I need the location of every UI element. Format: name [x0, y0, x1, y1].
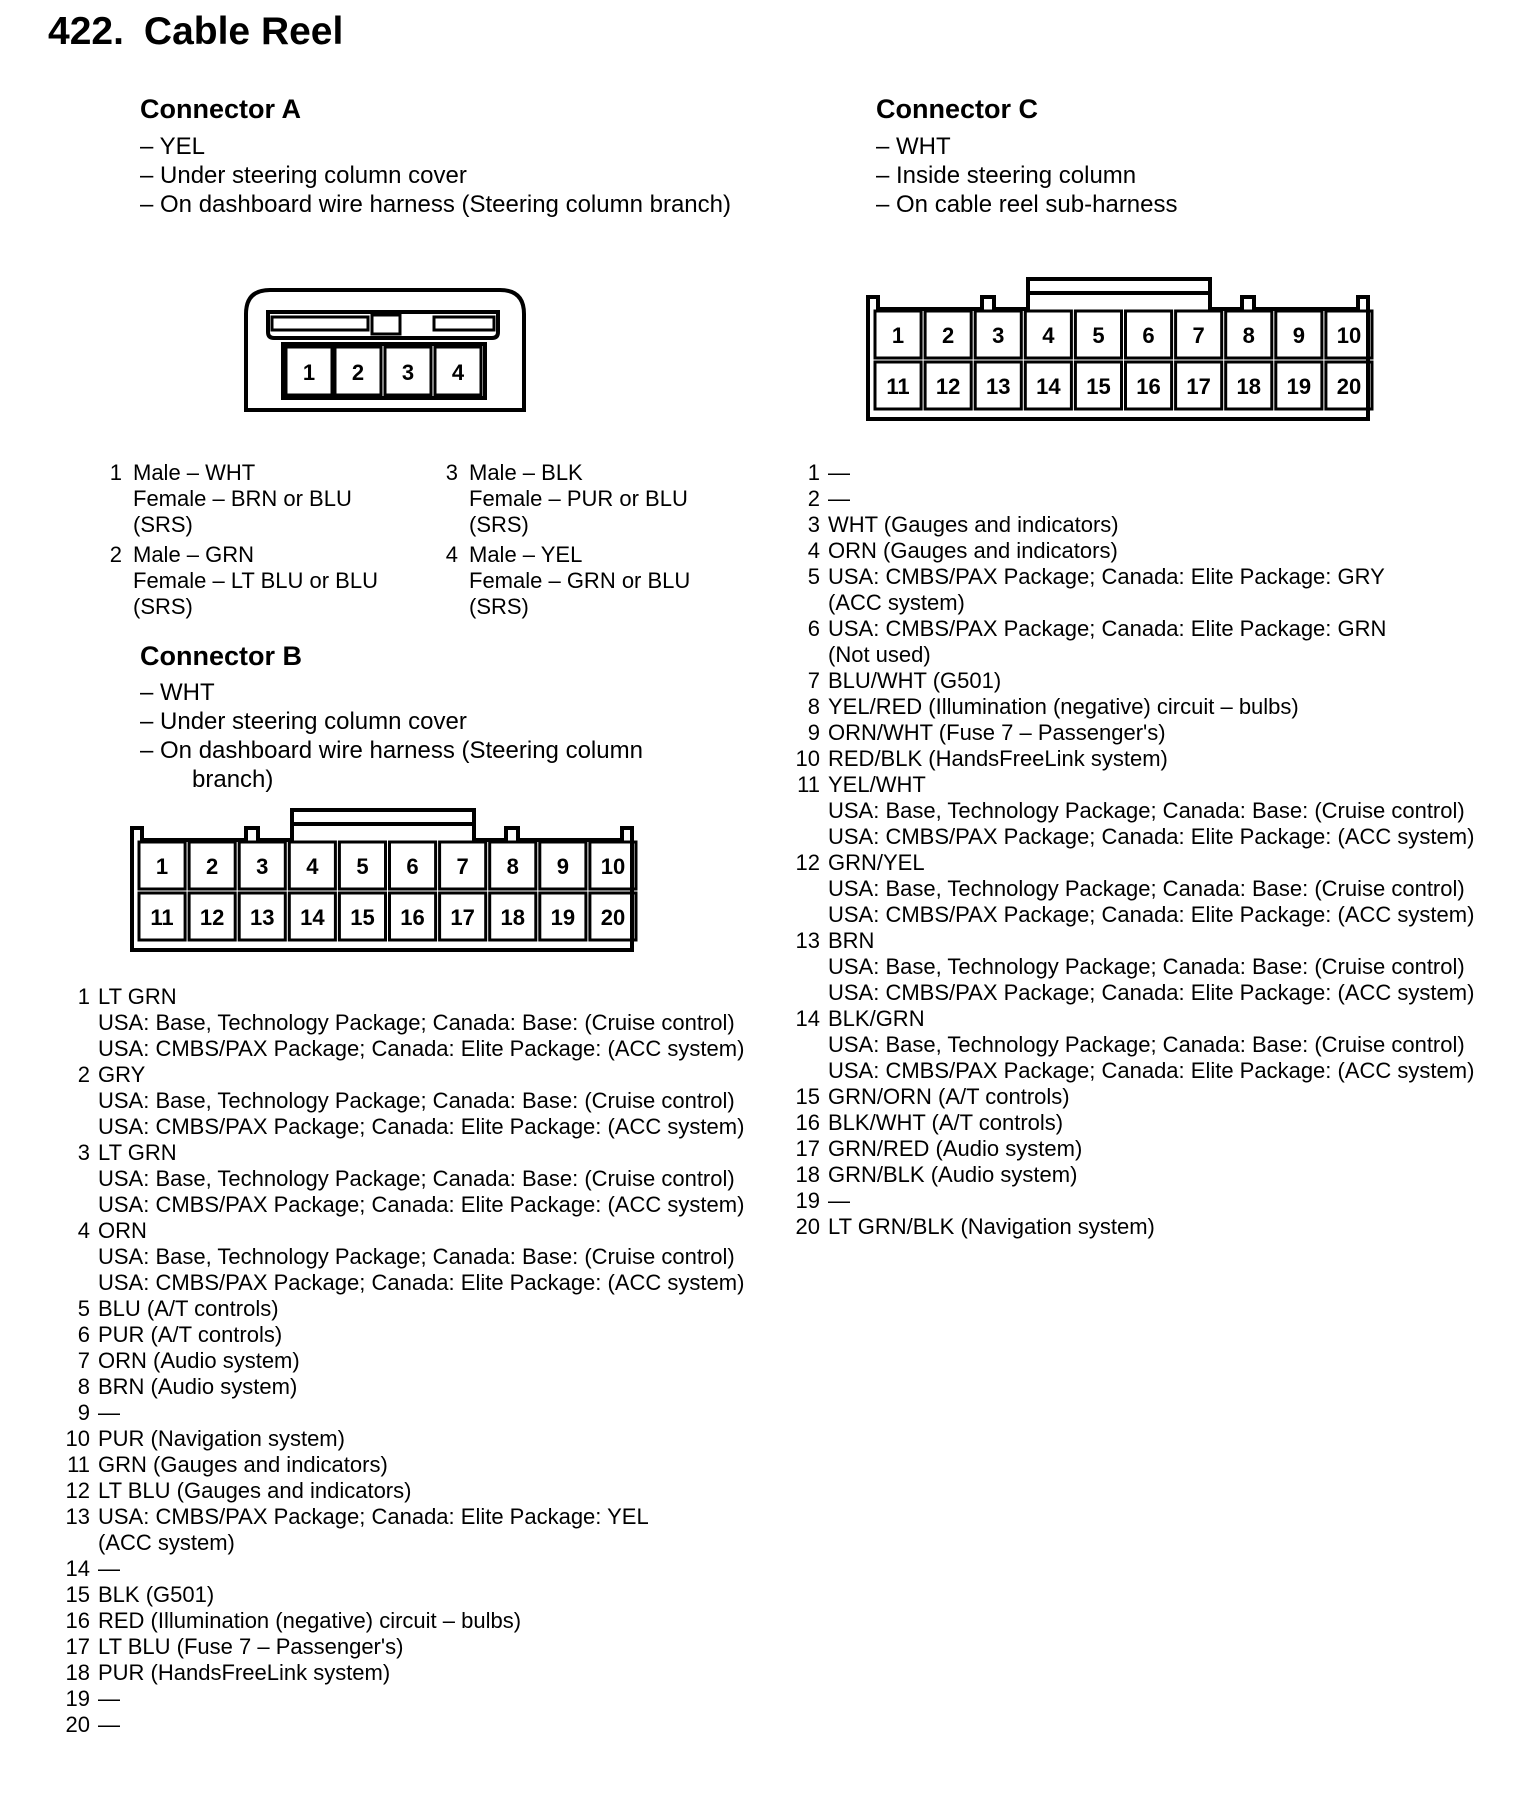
pin-number: 5 — [77, 1296, 90, 1321]
connector-b-cell — [339, 842, 385, 889]
pin-line: RED/BLK (HandsFreeLink system) — [828, 746, 1168, 771]
connector-a-lock-left — [272, 317, 368, 330]
pin-number: 8 — [77, 1374, 90, 1399]
connector-b-cell — [590, 842, 636, 889]
connector-c-cell — [1075, 362, 1121, 409]
pin-line: BLU (A/T controls) — [98, 1296, 279, 1321]
connector-a-cell — [335, 347, 381, 395]
list-item — [786, 1084, 1516, 1110]
list-item — [56, 1504, 756, 1556]
pin-line: BLK/WHT (A/T controls) — [828, 1110, 1064, 1135]
connector-c-desc-line: – WHT — [876, 133, 951, 160]
connector-c-cell — [1226, 362, 1272, 409]
pin-number: 5 — [807, 564, 820, 589]
pin-number: 9 — [807, 720, 820, 745]
list-item — [100, 542, 430, 620]
pin-line: USA: Base, Technology Package; Canada: Base: (Cruise control) — [98, 1088, 735, 1113]
connector-c-pin-label: 5 — [1092, 323, 1105, 348]
connector-b-description — [140, 678, 643, 794]
connector-b-pin-label: 19 — [550, 905, 576, 930]
pin-line: WHT (Gauges and indicators) — [828, 512, 1119, 537]
connector-c-pin-label: 19 — [1286, 374, 1312, 399]
list-item — [786, 928, 1516, 1006]
pin-line: USA: CMBS/PAX Package; Canada: Elite Package: (ACC system) — [828, 980, 1475, 1005]
list-item — [56, 1556, 756, 1582]
connector-b-pin-label: 18 — [500, 905, 525, 930]
pin-number: 6 — [807, 616, 820, 641]
pin-line: USA: Base, Technology Package; Canada: Base: (Cruise control) — [98, 1010, 735, 1035]
pin-line: ORN (Gauges and indicators) — [828, 538, 1118, 563]
pin-line: (ACC system) — [98, 1530, 235, 1555]
pin-number: 14 — [795, 1006, 820, 1031]
pin-line: USA: Base, Technology Package; Canada: Base: (Cruise control) — [98, 1166, 735, 1191]
connector-b-cell — [590, 893, 636, 940]
connector-b-pin-label: 4 — [306, 854, 319, 879]
connector-b-pin-label: 9 — [556, 854, 569, 879]
page-number: 422. — [48, 10, 124, 53]
list-item — [786, 850, 1516, 928]
list-item — [56, 1712, 756, 1738]
pin-line: USA: CMBS/PAX Package; Canada: Elite Package: (ACC system) — [828, 902, 1475, 927]
pin-line: — — [98, 1400, 120, 1425]
pin-number: 20 — [65, 1712, 90, 1737]
connector-c-pin-label: 17 — [1186, 374, 1211, 399]
pin-number: 19 — [795, 1188, 820, 1213]
pin-line: Male – GRN — [133, 542, 255, 567]
pin-line: Female – PUR or BLU — [469, 486, 688, 511]
list-item — [436, 460, 766, 538]
connector-b-pin-label: 8 — [506, 854, 519, 879]
list-item — [56, 984, 756, 1062]
pin-line: LT GRN/BLK (Navigation system) — [828, 1214, 1155, 1239]
connector-b-diagram — [128, 804, 648, 954]
connector-b-cell — [390, 893, 436, 940]
connector-a-pin-label: 2 — [351, 360, 365, 385]
pin-number: 14 — [65, 1556, 90, 1581]
pin-line: BLK (G501) — [98, 1582, 215, 1607]
list-item — [56, 1608, 756, 1634]
connector-a-desc-line: – On dashboard wire harness (Steering column branch) — [140, 191, 731, 218]
pin-line: BRN (Audio system) — [98, 1374, 298, 1399]
connector-c-cell — [1276, 362, 1322, 409]
pin-line: USA: CMBS/PAX Package; Canada: Elite Package: (ACC system) — [98, 1114, 745, 1139]
connector-b-desc-line: branch) — [192, 766, 274, 793]
pin-number: 18 — [795, 1162, 820, 1187]
pin-line: USA: Base, Technology Package; Canada: Base: (Cruise control) — [828, 954, 1465, 979]
connector-c-cell — [975, 362, 1021, 409]
pin-line: — — [98, 1686, 120, 1711]
connector-c-pin-label: 8 — [1242, 323, 1255, 348]
connector-c-pin-list — [786, 460, 1516, 1240]
connector-b-pin-label: 15 — [350, 905, 375, 930]
connector-a-heading: Connector A — [140, 94, 301, 124]
connector-c-cell — [975, 311, 1021, 358]
connector-b-cell — [490, 842, 536, 889]
connector-c-pin-label: 20 — [1336, 374, 1362, 399]
connector-c-pin-label: 3 — [992, 323, 1005, 348]
list-item — [56, 1140, 756, 1218]
list-item — [100, 460, 430, 538]
list-item — [56, 1426, 756, 1452]
pin-line: USA: CMBS/PAX Package; Canada: Elite Package: GRY — [828, 564, 1385, 589]
list-item — [56, 1660, 756, 1686]
connector-b-pin-label: 17 — [450, 905, 475, 930]
connector-b-heading: Connector B — [140, 641, 302, 671]
connector-b-cell — [390, 842, 436, 889]
pin-line: USA: Base, Technology Package; Canada: Base: (Cruise control) — [98, 1244, 735, 1269]
pin-number: 17 — [65, 1634, 90, 1659]
pin-number: 2 — [109, 542, 122, 567]
pin-number: 11 — [797, 772, 820, 797]
connector-c-cell — [875, 311, 921, 358]
list-item — [786, 460, 1516, 486]
connector-b-cell — [139, 893, 185, 940]
connector-a-diagram — [238, 284, 532, 412]
connector-b-pin-label: 1 — [155, 854, 169, 879]
pin-number: 1 — [77, 984, 90, 1009]
connector-c-pin-label: 2 — [942, 323, 955, 348]
connector-c-pin-label: 6 — [1142, 323, 1155, 348]
connector-c-desc-line: – On cable reel sub-harness — [876, 191, 1178, 218]
pin-number: 1 — [807, 460, 820, 485]
pin-line: USA: Base, Technology Package; Canada: Base: (Cruise control) — [828, 1032, 1465, 1057]
pin-number: 13 — [795, 928, 820, 953]
page-title — [48, 10, 343, 54]
list-item — [786, 1188, 1516, 1214]
connector-c-cell — [1025, 362, 1071, 409]
connector-b-desc-line: – WHT — [140, 679, 215, 706]
connector-a-cell — [385, 347, 431, 395]
pin-line: ORN — [98, 1218, 147, 1243]
list-item — [56, 1478, 756, 1504]
list-item — [786, 720, 1516, 746]
connector-c-cell — [1326, 362, 1372, 409]
connector-b-cell — [339, 893, 385, 940]
pin-line: (ACC system) — [828, 590, 965, 615]
pin-line: GRN/YEL — [828, 850, 925, 875]
connector-c-cell — [1326, 311, 1372, 358]
pin-number: 3 — [77, 1140, 90, 1165]
connector-c-description — [876, 132, 1178, 219]
connector-a-lock-right — [434, 317, 494, 330]
pin-number: 4 — [77, 1218, 90, 1243]
pin-line: PUR (Navigation system) — [98, 1426, 345, 1451]
list-item — [786, 668, 1516, 694]
list-item — [786, 1136, 1516, 1162]
pin-line: — — [828, 460, 850, 485]
connector-b-cell — [540, 842, 586, 889]
connector-c-pin-label: 4 — [1042, 323, 1055, 348]
connector-c-pin-label: 18 — [1236, 374, 1261, 399]
connector-a-desc-line: – YEL — [140, 133, 205, 160]
connector-b-pin-label: 6 — [406, 854, 419, 879]
pin-line: — — [828, 486, 850, 511]
connector-b-cell — [139, 842, 185, 889]
connector-b-pin-list — [56, 984, 756, 1738]
list-item — [436, 542, 766, 620]
connector-b-pin-label: 2 — [206, 854, 219, 879]
pin-line: PUR (HandsFreeLink system) — [98, 1660, 391, 1685]
pin-line: (SRS) — [133, 512, 193, 537]
list-item — [786, 616, 1516, 668]
pin-line: ORN (Audio system) — [98, 1348, 300, 1373]
list-item — [56, 1322, 756, 1348]
connector-c-cell — [1176, 311, 1222, 358]
list-item — [786, 564, 1516, 616]
pin-line: LT BLU (Fuse 7 – Passenger's) — [98, 1634, 404, 1659]
list-item — [786, 746, 1516, 772]
pin-line: LT GRN — [98, 984, 177, 1009]
pin-number: 4 — [445, 542, 458, 567]
connector-c-heading: Connector C — [876, 94, 1038, 124]
connector-c-desc-line: – Inside steering column — [876, 162, 1137, 189]
pin-line: (SRS) — [133, 594, 193, 619]
pin-line: PUR (A/T controls) — [98, 1322, 283, 1347]
connector-c-pin-label: 9 — [1292, 323, 1305, 348]
pin-number: 16 — [65, 1608, 90, 1633]
pin-line: RED (Illumination (negative) circuit – bulbs) — [98, 1608, 522, 1633]
list-item — [786, 1214, 1516, 1240]
pin-number: 19 — [65, 1686, 90, 1711]
connector-c-pin-label: 1 — [891, 323, 905, 348]
connector-b-pin-label: 20 — [600, 905, 626, 930]
connector-c-pin-label: 14 — [1036, 374, 1061, 399]
pin-number: 20 — [795, 1214, 820, 1239]
pin-number: 13 — [65, 1504, 90, 1529]
list-item — [56, 1686, 756, 1712]
pin-number: 9 — [77, 1400, 90, 1425]
list-item — [786, 538, 1516, 564]
pin-line: USA: CMBS/PAX Package; Canada: Elite Package: YEL — [98, 1504, 649, 1529]
connector-b-pin-label: 12 — [199, 905, 225, 930]
pin-number: 2 — [807, 486, 820, 511]
connector-c-pin-label: 7 — [1192, 323, 1205, 348]
pin-line: Female – LT BLU or BLU — [133, 568, 378, 593]
pin-line: GRN (Gauges and indicators) — [98, 1452, 388, 1477]
pin-line: Female – GRN or BLU — [469, 568, 691, 593]
pin-line: — — [828, 1188, 850, 1213]
pin-line: YEL/WHT — [828, 772, 926, 797]
connector-c-cell — [1025, 311, 1071, 358]
pin-line: — — [98, 1556, 120, 1581]
list-item — [56, 1296, 756, 1322]
connector-c-cell — [1226, 311, 1272, 358]
pin-line: GRN/BLK (Audio system) — [828, 1162, 1078, 1187]
connector-c-pin-label: 12 — [935, 374, 961, 399]
pin-number: 10 — [795, 746, 820, 771]
list-item — [786, 1162, 1516, 1188]
pin-number: 3 — [445, 460, 458, 485]
pin-number: 8 — [807, 694, 820, 719]
connector-c-cell — [1126, 311, 1172, 358]
pin-line: LT BLU (Gauges and indicators) — [98, 1478, 412, 1503]
connector-c-pin-label: 10 — [1336, 323, 1362, 348]
list-item — [786, 772, 1516, 850]
pin-number: 17 — [795, 1136, 820, 1161]
connector-a-pin-label: 3 — [401, 360, 415, 385]
pin-number: 7 — [77, 1348, 90, 1373]
connector-b-cell — [440, 893, 486, 940]
pin-number: 18 — [65, 1660, 90, 1685]
list-item — [786, 694, 1516, 720]
pin-line: (Not used) — [828, 642, 931, 667]
pin-line: GRN/ORN (A/T controls) — [828, 1084, 1070, 1109]
connector-b-cell — [540, 893, 586, 940]
pin-number: 1 — [109, 460, 122, 485]
list-item — [56, 1374, 756, 1400]
list-item — [786, 512, 1516, 538]
connector-a-cell — [286, 347, 332, 395]
pin-line: GRY — [98, 1062, 146, 1087]
pin-number: 4 — [807, 538, 820, 563]
list-item — [56, 1400, 756, 1426]
connector-c-cell — [1176, 362, 1222, 409]
pin-line: GRN/RED (Audio system) — [828, 1136, 1083, 1161]
connector-a-pin-list-right — [436, 460, 766, 620]
connector-a-pin-label: 4 — [451, 360, 465, 385]
list-item — [56, 1348, 756, 1374]
connector-c-pin-label: 11 — [886, 374, 910, 399]
connector-b-pin-label: 3 — [256, 854, 269, 879]
connector-c-pin-label: 13 — [986, 374, 1011, 399]
connector-c-pin-label: 16 — [1136, 374, 1161, 399]
pin-line: USA: Base, Technology Package; Canada: Base: (Cruise control) — [828, 876, 1465, 901]
connector-c-cell — [1075, 311, 1121, 358]
pin-number: 11 — [67, 1452, 90, 1477]
pin-number: 12 — [795, 850, 820, 875]
pin-line: Male – YEL — [469, 542, 583, 567]
list-item — [56, 1582, 756, 1608]
connector-a-description — [140, 132, 731, 219]
connector-b-cell — [189, 842, 235, 889]
connector-b-cell — [239, 893, 285, 940]
connector-a-desc-line: – Under steering column cover — [140, 162, 467, 189]
list-item — [786, 1110, 1516, 1136]
list-item — [786, 486, 1516, 512]
connector-b-desc-line: – Under steering column cover — [140, 708, 467, 735]
connector-a-pin-list-left — [100, 460, 430, 620]
list-item — [56, 1634, 756, 1660]
connector-b-pin-label: 14 — [300, 905, 325, 930]
pin-line: ORN/WHT (Fuse 7 – Passenger's) — [828, 720, 1166, 745]
connector-a-pin-label: 1 — [302, 360, 316, 385]
pin-line: USA: CMBS/PAX Package; Canada: Elite Package: (ACC system) — [828, 824, 1475, 849]
pin-line: (SRS) — [469, 512, 529, 537]
connector-c-cell — [875, 362, 921, 409]
pin-line: USA: CMBS/PAX Package; Canada: Elite Package: (ACC system) — [98, 1270, 745, 1295]
pin-line: BRN — [828, 928, 875, 953]
connector-b-cell — [490, 893, 536, 940]
pin-line: (SRS) — [469, 594, 529, 619]
connector-b-cell — [289, 842, 335, 889]
pin-line: LT GRN — [98, 1140, 177, 1165]
connector-c-cell — [1276, 311, 1322, 358]
pin-line: USA: CMBS/PAX Package; Canada: Elite Package: (ACC system) — [98, 1036, 745, 1061]
pin-number: 2 — [77, 1062, 90, 1087]
connector-b-pin-label: 10 — [600, 854, 626, 879]
pin-line: YEL/RED (Illumination (negative) circuit – bulbs) — [828, 694, 1299, 719]
pin-line: USA: Base, Technology Package; Canada: Base: (Cruise control) — [828, 798, 1465, 823]
connector-b-cell — [440, 842, 486, 889]
connector-b-pin-label: 5 — [356, 854, 369, 879]
connector-a-cell — [435, 347, 481, 395]
list-item — [56, 1218, 756, 1296]
connector-a-lock-center — [372, 315, 400, 334]
connector-c-cell — [925, 362, 971, 409]
connector-b-pin-label: 13 — [250, 905, 275, 930]
pin-number: 6 — [77, 1322, 90, 1347]
list-item — [786, 1006, 1516, 1084]
pin-line: USA: CMBS/PAX Package; Canada: Elite Package: GRN — [828, 616, 1387, 641]
pin-line: — — [98, 1712, 120, 1737]
connector-c-pin-label: 15 — [1086, 374, 1111, 399]
pin-number: 10 — [65, 1426, 90, 1451]
pin-line: BLU/WHT (G501) — [828, 668, 1002, 693]
list-item — [56, 1062, 756, 1140]
connector-c-cell — [925, 311, 971, 358]
pin-number: 16 — [795, 1110, 820, 1135]
connector-b-cell — [239, 842, 285, 889]
connector-b-cell — [289, 893, 335, 940]
pin-line: Male – WHT — [133, 460, 256, 485]
pin-line: Female – BRN or BLU — [133, 486, 352, 511]
pin-line: BLK/GRN — [828, 1006, 925, 1031]
pin-number: 15 — [795, 1084, 820, 1109]
connector-b-pin-label: 11 — [150, 905, 174, 930]
pin-number: 3 — [807, 512, 820, 537]
page-title-text: Cable Reel — [143, 10, 344, 53]
pin-number: 15 — [65, 1582, 90, 1607]
connector-c-diagram — [864, 273, 1384, 423]
connector-b-desc-line: – On dashboard wire harness (Steering column — [140, 737, 643, 764]
pin-line: Male – BLK — [469, 460, 583, 485]
pin-line: USA: CMBS/PAX Package; Canada: Elite Package: (ACC system) — [98, 1192, 745, 1217]
connector-b-cell — [189, 893, 235, 940]
pin-line: USA: CMBS/PAX Package; Canada: Elite Package: (ACC system) — [828, 1058, 1475, 1083]
list-item — [56, 1452, 756, 1478]
pin-number: 7 — [807, 668, 820, 693]
connector-b-pin-label: 16 — [400, 905, 425, 930]
connector-c-cell — [1126, 362, 1172, 409]
connector-b-pin-label: 7 — [456, 854, 469, 879]
pin-number: 12 — [65, 1478, 90, 1503]
